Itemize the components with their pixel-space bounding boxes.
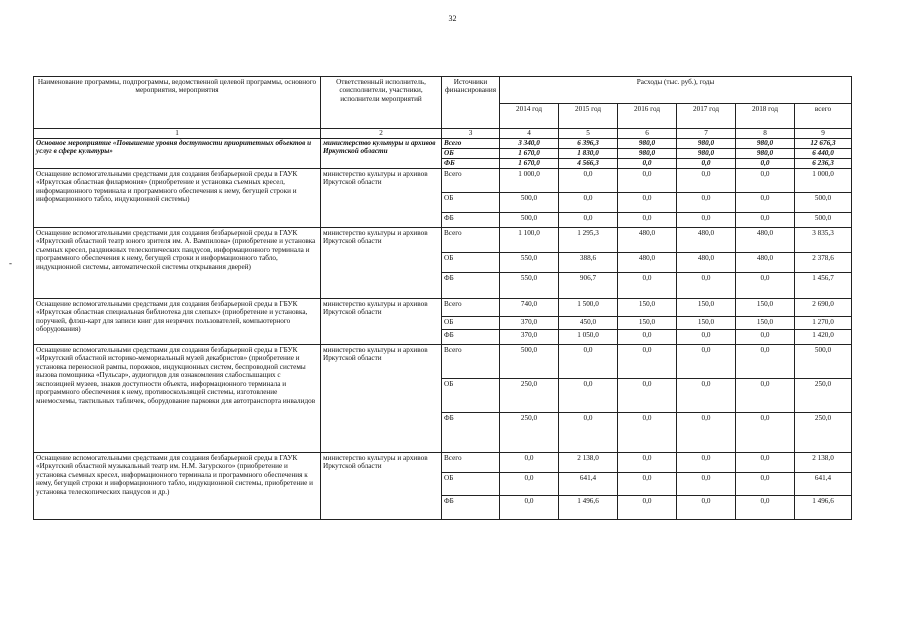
value-cell: 12 676,3 — [795, 139, 852, 149]
value-cell: 1 100,0 — [500, 228, 559, 253]
value-cell: 0,0 — [500, 453, 559, 473]
value-cell: 250,0 — [500, 413, 559, 453]
value-cell: 0,0 — [736, 345, 795, 379]
column-number: 6 — [618, 129, 677, 139]
value-cell: 2 138,0 — [795, 453, 852, 473]
value-cell: 1 000,0 — [500, 169, 559, 193]
column-number: 9 — [795, 129, 852, 139]
value-cell: 0,0 — [677, 193, 736, 213]
source-cell: Всего — [442, 228, 500, 253]
value-cell: 6 236,3 — [795, 159, 852, 169]
value-cell: 500,0 — [795, 213, 852, 228]
margin-mark: - — [9, 258, 12, 268]
source-cell: Всего — [442, 345, 500, 379]
value-cell: 1 496,6 — [559, 496, 618, 520]
header-year: 2018 год — [736, 104, 795, 129]
value-cell: 0,0 — [736, 169, 795, 193]
value-cell: 0,0 — [618, 193, 677, 213]
header-executor: Ответственный исполнитель, соисполнители, участники, исполнители мероприятий — [321, 77, 442, 129]
value-cell: 3 340,0 — [500, 139, 559, 149]
column-number: 5 — [559, 129, 618, 139]
value-cell: 6 440,0 — [795, 149, 852, 159]
value-cell: 500,0 — [500, 345, 559, 379]
value-cell: 1 295,3 — [559, 228, 618, 253]
header-year: 2016 год — [618, 104, 677, 129]
activity-row — [34, 169, 852, 193]
activity-name: Оснащение вспомогательными средствами для создания безбарьерной среды в ГАУК «Иркутский областной театр юного зрителя им. А. Вампилова» (приобретение и установка съемных кресел, раздвижных телескопических пандусов, информационного терминала и программного обеспечения к нему, бегущей строки и информационного табло, индукционной системы, автоматической системы открывания дверей) — [34, 228, 321, 299]
value-cell: 0,0 — [618, 345, 677, 379]
value-cell: 980,0 — [736, 149, 795, 159]
value-cell: 0,0 — [677, 169, 736, 193]
value-cell: 1 670,0 — [500, 149, 559, 159]
column-number: 2 — [321, 129, 442, 139]
value-cell: 150,0 — [736, 299, 795, 317]
source-cell: ФБ — [442, 273, 500, 299]
budget-table — [33, 76, 852, 520]
value-cell: 0,0 — [618, 413, 677, 453]
value-cell: 6 396,3 — [559, 139, 618, 149]
value-cell: 0,0 — [500, 473, 559, 496]
value-cell: 0,0 — [677, 273, 736, 299]
source-cell: Всего — [442, 139, 500, 149]
value-cell: 0,0 — [677, 213, 736, 228]
activity-executor: министерство культуры и архивов Иркутской области — [321, 345, 442, 453]
value-cell: 250,0 — [795, 379, 852, 413]
column-number-row — [34, 129, 852, 139]
value-cell: 150,0 — [677, 317, 736, 330]
activity-row — [34, 228, 852, 253]
value-cell: 0,0 — [677, 379, 736, 413]
source-cell: ОБ — [442, 253, 500, 273]
value-cell: 1 050,0 — [559, 330, 618, 345]
source-cell: ФБ — [442, 159, 500, 169]
value-cell: 0,0 — [618, 453, 677, 473]
value-cell: 0,0 — [677, 453, 736, 473]
value-cell: 0,0 — [677, 473, 736, 496]
value-cell: 150,0 — [618, 317, 677, 330]
value-cell: 0,0 — [736, 330, 795, 345]
source-cell: ФБ — [442, 213, 500, 228]
value-cell: 500,0 — [500, 213, 559, 228]
value-cell: 1 420,0 — [795, 330, 852, 345]
value-cell: 0,0 — [736, 213, 795, 228]
value-cell: 641,4 — [559, 473, 618, 496]
table-header-row — [34, 77, 852, 104]
activity-row — [34, 345, 852, 379]
value-cell: 906,7 — [559, 273, 618, 299]
value-cell: 1 270,0 — [795, 317, 852, 330]
value-cell: 480,0 — [736, 228, 795, 253]
value-cell: 2 378,6 — [795, 253, 852, 273]
activity-executor: министерство культуры и архивов Иркутской области — [321, 453, 442, 520]
value-cell: 0,0 — [618, 473, 677, 496]
value-cell: 370,0 — [500, 317, 559, 330]
activity-executor: министерство культуры и архивов Иркутской области — [321, 169, 442, 228]
value-cell: 250,0 — [500, 379, 559, 413]
value-cell: 0,0 — [618, 273, 677, 299]
page-number: 32 — [448, 14, 457, 23]
main-activity-name: Основное мероприятие «Повышение уровня доступности приоритетных объектов и услуг в сфере культуры» — [34, 139, 321, 169]
value-cell: 1 500,0 — [559, 299, 618, 317]
value-cell: 550,0 — [500, 253, 559, 273]
value-cell: 980,0 — [618, 139, 677, 149]
value-cell: 0,0 — [618, 169, 677, 193]
value-cell: 1 830,0 — [559, 149, 618, 159]
value-cell: 450,0 — [559, 317, 618, 330]
activity-name: Оснащение вспомогательными средствами для создания безбарьерной среды в ГАУК «Иркутская областная филармония» (приобретение и установка съемных кресел, информационного терминала и программного обеспечения к нему, бегущей строки и информационного табло, индукционной системы) — [34, 169, 321, 228]
value-cell: 0,0 — [559, 213, 618, 228]
value-cell: 0,0 — [559, 379, 618, 413]
value-cell: 0,0 — [677, 496, 736, 520]
source-cell: ФБ — [442, 413, 500, 453]
header-year: 2017 год — [677, 104, 736, 129]
value-cell: 0,0 — [559, 193, 618, 213]
value-cell: 370,0 — [500, 330, 559, 345]
value-cell: 250,0 — [795, 413, 852, 453]
value-cell: 1 456,7 — [795, 273, 852, 299]
main-activity-row — [34, 139, 852, 149]
source-cell: ОБ — [442, 473, 500, 496]
value-cell: 0,0 — [618, 213, 677, 228]
source-cell: ОБ — [442, 379, 500, 413]
value-cell: 0,0 — [559, 345, 618, 379]
value-cell: 0,0 — [736, 273, 795, 299]
value-cell: 0,0 — [559, 169, 618, 193]
main-activity-executor: министерство культуры и архивов Иркутской области — [321, 139, 442, 169]
value-cell: 0,0 — [677, 159, 736, 169]
value-cell: 150,0 — [618, 299, 677, 317]
value-cell: 1 670,0 — [500, 159, 559, 169]
source-cell: Всего — [442, 299, 500, 317]
value-cell: 0,0 — [500, 496, 559, 520]
column-number: 1 — [34, 129, 321, 139]
value-cell: 0,0 — [618, 159, 677, 169]
activity-name: Оснащение вспомогательными средствами для создания безбарьерной среды в ГАУК «Иркутский областной музыкальный театр им. Н.М. Загурского» (приобретение и установка съемных кресел, информационного терминала и программного обеспечения к нему, бегущей строки и информационного табло, индукционной системы, приобретение и установка телескопических пандусов и др.) — [34, 453, 321, 520]
value-cell: 3 835,3 — [795, 228, 852, 253]
value-cell: 480,0 — [618, 253, 677, 273]
value-cell: 500,0 — [500, 193, 559, 213]
source-cell: ФБ — [442, 496, 500, 520]
column-number: 8 — [736, 129, 795, 139]
source-cell: ОБ — [442, 149, 500, 159]
activity-name: Оснащение вспомогательными средствами для создания безбарьерной среды в ГБУК «Иркутская областная специальная библиотека для слепых» (приобретение и установка, поручней, флэш-карт для записи книг для незрячих пользователей, компьютерного оборудования) — [34, 299, 321, 345]
column-number: 3 — [442, 129, 500, 139]
header-year: 2014 год — [500, 104, 559, 129]
value-cell: 0,0 — [736, 413, 795, 453]
value-cell: 740,0 — [500, 299, 559, 317]
value-cell: 550,0 — [500, 273, 559, 299]
value-cell: 0,0 — [677, 413, 736, 453]
column-number: 4 — [500, 129, 559, 139]
header-year: всего — [795, 104, 852, 129]
header-name: Наименование программы, подпрограммы, ведомственной целевой программы, основного мероприятия, мероприятия — [34, 77, 321, 129]
value-cell: 0,0 — [736, 496, 795, 520]
column-number: 7 — [677, 129, 736, 139]
value-cell: 2 138,0 — [559, 453, 618, 473]
header-source: Источники финансирования — [442, 77, 500, 129]
value-cell: 500,0 — [795, 345, 852, 379]
value-cell: 0,0 — [736, 193, 795, 213]
value-cell: 0,0 — [618, 496, 677, 520]
value-cell: 980,0 — [736, 139, 795, 149]
value-cell: 0,0 — [677, 330, 736, 345]
activity-name: Оснащение вспомогательными средствами для создания безбарьерной среды в ГБУК «Иркутский областной историко-мемориальный музей декабристов» (приобретение и установка переносной рампы, порожков, индукционных систем, беспроводной системы вызова помощника «Пульсар», аудиогидов для ознакомления слабослышащих с экспозицией музеев, знаков доступности объекта, информационного терминала и программного обеспечения к нему, противоскользящей системы, изготовление мнемосхемы, тактильных табличек, оборудование парковки для автотранспорта инвалидов — [34, 345, 321, 453]
value-cell: 0,0 — [736, 453, 795, 473]
activity-row — [34, 299, 852, 317]
value-cell: 0,0 — [559, 413, 618, 453]
value-cell: 1 000,0 — [795, 169, 852, 193]
source-cell: Всего — [442, 453, 500, 473]
value-cell: 0,0 — [618, 330, 677, 345]
value-cell: 0,0 — [677, 345, 736, 379]
value-cell: 0,0 — [618, 379, 677, 413]
value-cell: 480,0 — [736, 253, 795, 273]
value-cell: 480,0 — [618, 228, 677, 253]
value-cell: 150,0 — [677, 299, 736, 317]
value-cell: 150,0 — [736, 317, 795, 330]
value-cell: 388,6 — [559, 253, 618, 273]
value-cell: 0,0 — [736, 379, 795, 413]
value-cell: 500,0 — [795, 193, 852, 213]
value-cell: 980,0 — [677, 139, 736, 149]
activity-row — [34, 453, 852, 473]
value-cell: 480,0 — [677, 228, 736, 253]
source-cell: ОБ — [442, 317, 500, 330]
value-cell: 1 496,6 — [795, 496, 852, 520]
value-cell: 2 690,0 — [795, 299, 852, 317]
value-cell: 641,4 — [795, 473, 852, 496]
value-cell: 0,0 — [736, 159, 795, 169]
value-cell: 480,0 — [677, 253, 736, 273]
source-cell: ФБ — [442, 330, 500, 345]
activity-executor: министерство культуры и архивов Иркутской области — [321, 299, 442, 345]
activity-executor: министерство культуры и архивов Иркутской области — [321, 228, 442, 299]
value-cell: 0,0 — [736, 473, 795, 496]
value-cell: 4 566,3 — [559, 159, 618, 169]
value-cell: 980,0 — [677, 149, 736, 159]
header-expenses: Расходы (тыс. руб.), годы — [500, 77, 852, 104]
source-cell: ОБ — [442, 193, 500, 213]
value-cell: 980,0 — [618, 149, 677, 159]
source-cell: Всего — [442, 169, 500, 193]
header-year: 2015 год — [559, 104, 618, 129]
